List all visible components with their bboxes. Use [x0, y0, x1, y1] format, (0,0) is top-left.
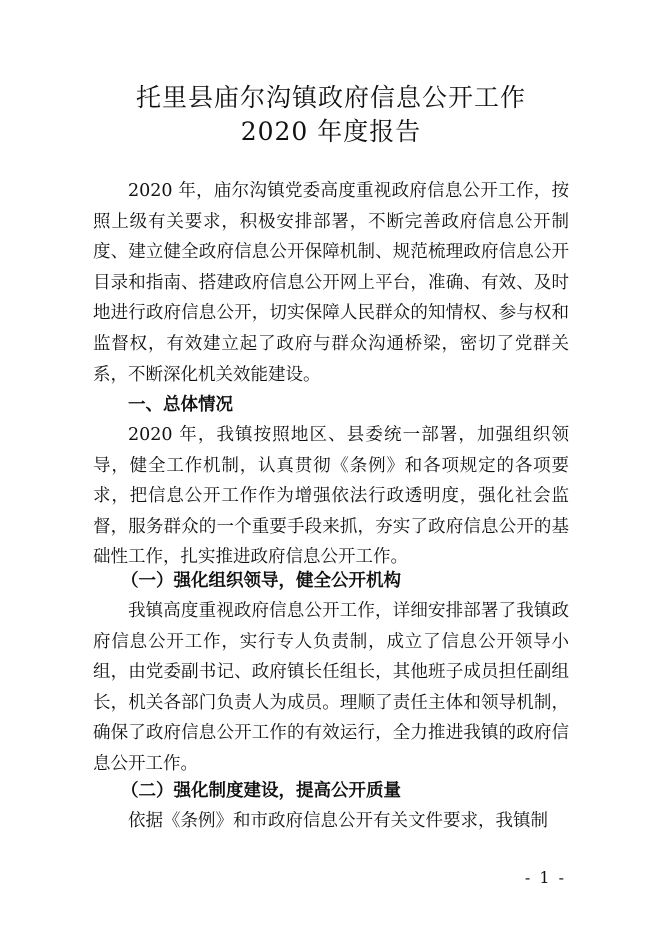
document-title-line1: 托里县庙尔沟镇政府信息公开工作: [135, 83, 526, 112]
subsection1-paragraph: 我镇高度重视政府信息公开工作，详细安排部署了我镇政府信息公开工作，实行专人负责制，成立了信息公开领导小组，由党委副书记、政府镇长任组长，其他班子成员担任副组长，机关各部门负责人为成员。理顺了责任主体和领导机制，确保了政府信息公开工作的有效运行，全力推进我镇的政府信息公开工作。: [93, 601, 569, 774]
subsection2-heading: （二）强化制度建设，提高公开质量: [121, 781, 401, 801]
section1-heading: 一、总体情况: [128, 395, 233, 415]
section1-paragraph: 2020 年，我镇按照地区、县委统一部署，加强组织领导，健全工作机制，认真贯彻《条例》和各项规定的各项要求，把信息公开工作作为增强依法行政透明度，强化社会监督，服务群众的一个重要手段来抓，夯实了政府信息公开的基础性工作，扎实推进政府信息公开工作。: [93, 425, 569, 568]
subsection2-paragraph: 依据《条例》和市政府信息公开有关文件要求，我镇制: [128, 811, 548, 831]
subsection1-heading: （一）强化组织领导，健全公开机构: [121, 571, 401, 591]
page-number: - 1 -: [524, 868, 566, 887]
document-title-line2: 2020 年度报告: [240, 117, 422, 146]
intro-paragraph: 2020 年，庙尔沟镇党委高度重视政府信息公开工作，按照上级有关要求，积极安排部署，不断完善政府信息公开制度、建立健全政府信息公开保障机制、规范梳理政府信息公开目录和指南、搭建政府信息公开网上平台，准确、有效、及时地进行政府信息公开，切实保障人民群众的知情权、参与权和监督权，有效建立起了政府与群众沟通桥梁，密切了党群关系，不断深化机关效能建设。: [93, 181, 569, 385]
